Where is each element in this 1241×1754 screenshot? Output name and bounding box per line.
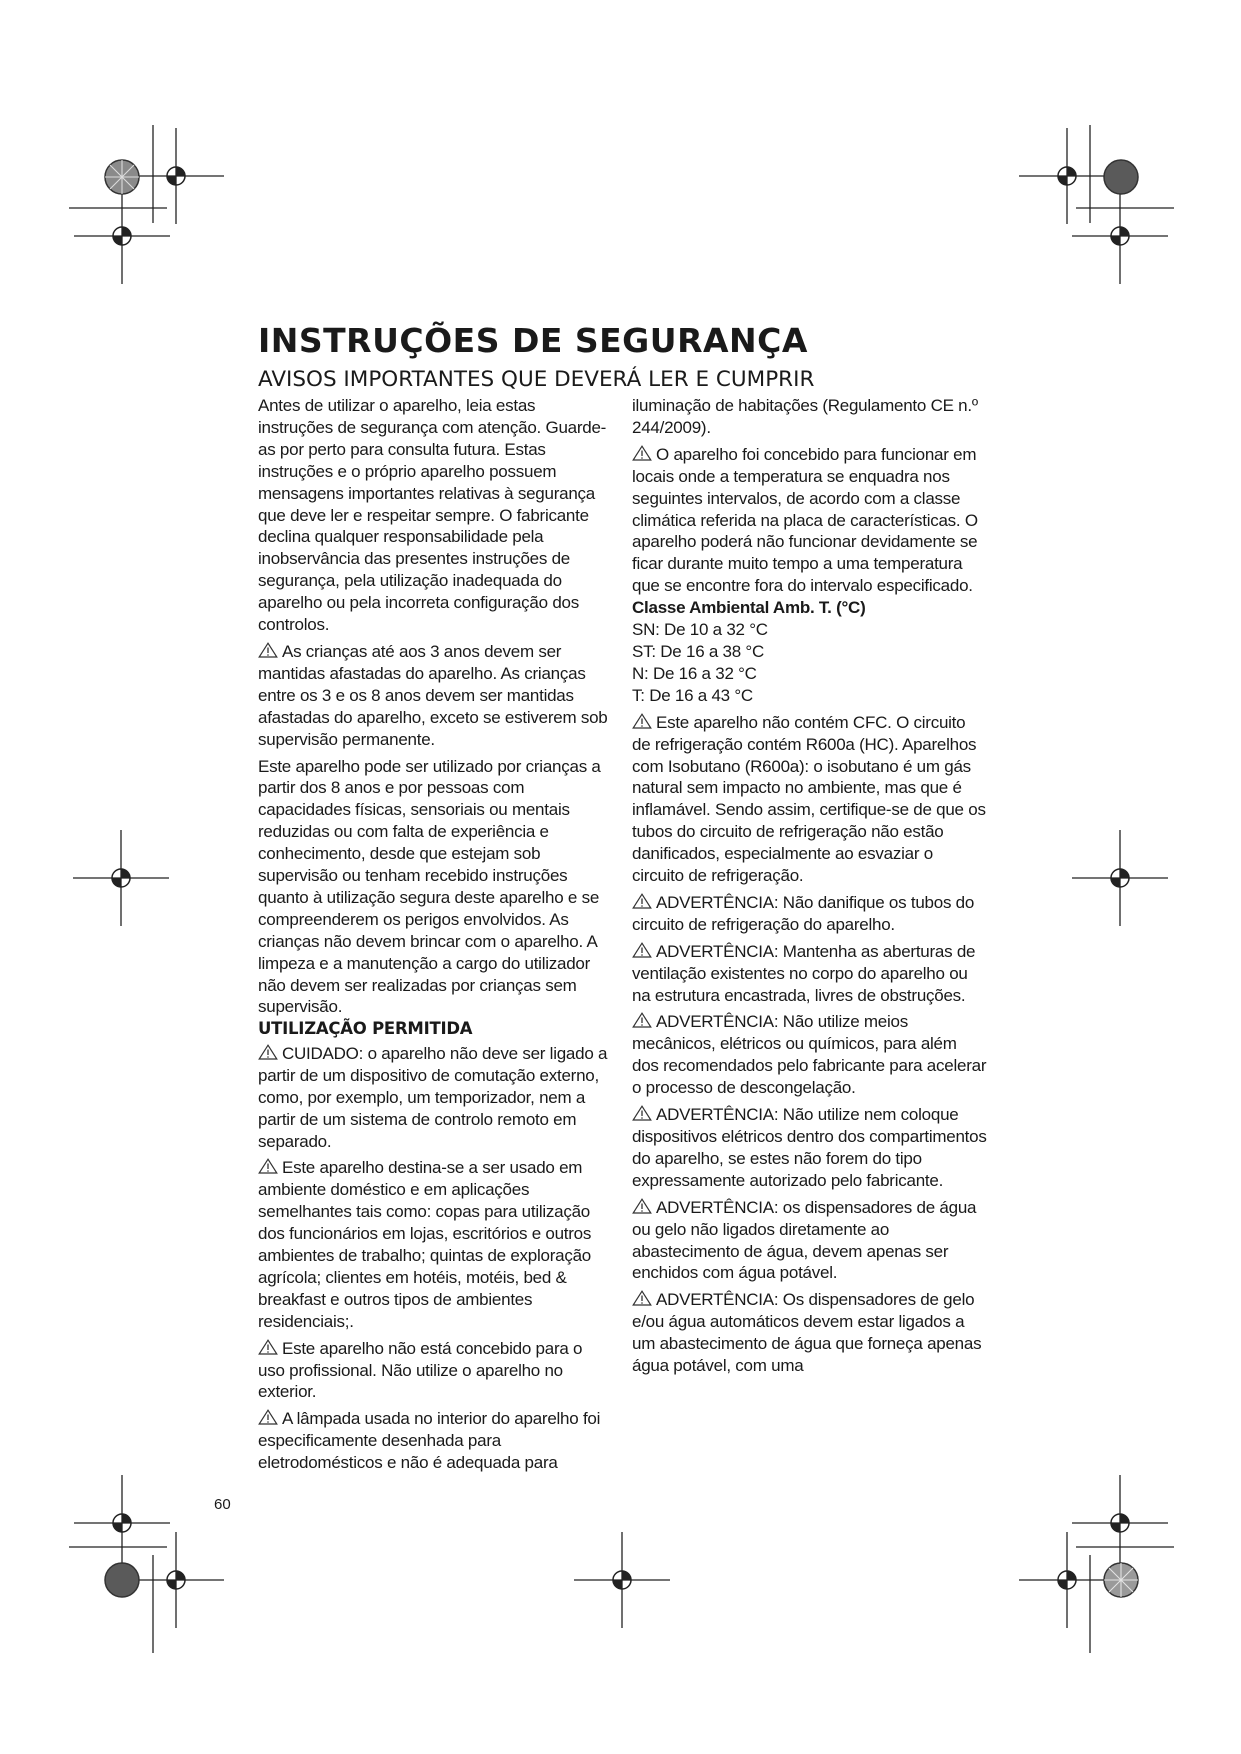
warning-triangle-icon — [632, 445, 652, 461]
page-number: 60 — [214, 1496, 231, 1513]
warning-paragraph — [632, 444, 987, 597]
warning-text: Este aparelho destina-se a ser usado em ambiente doméstico e em aplicações semelhantes tais como: copas para utilização dos funcionários em lojas, escritórios e outros ambientes de trabalho; quintas de exploração agrícola; clientes em hotéis, motéis, bed & breakfast e outros tipos de ambientes residenciais;. — [258, 1158, 592, 1331]
warning-text: CUIDADO: o aparelho não deve ser ligado a partir de um dispositivo de comutação externo, como, por exemplo, um temporizador, nem a partir de um sistema de controlo remoto em separado. — [258, 1043, 608, 1151]
warning-paragraph — [258, 1338, 613, 1404]
intro-paragraph: Antes de utilizar o aparelho, leia estas instruções de segurança com atenção. Guarde-as por perto para consulta futura. Estas instruções e o próprio aparelho possuem mensagens importantes relativas à segurança que deve ler e respeitar sempre. O fabricante declina qualquer responsabilidade pela inobservância das presentes instruções de segurança, pela utilização inadequada do aparelho ou pela incorreta configuração dos controlos. — [258, 396, 607, 635]
warning-text: Este aparelho não está concebido para o uso profissional. Não utilize o aparelho no exterior. — [258, 1338, 583, 1402]
climate-class-item: T: De 16 a 43 °C — [632, 685, 753, 705]
warning-triangle-icon — [258, 1044, 278, 1060]
registration-mark — [74, 188, 170, 284]
warning-text: Este aparelho não contém CFC. O circuito de refrigeração contém R600a (HC). Aparelhos com Isobutano (R600a): o isobutano é um gás natural sem impacto no ambiente, mas que é inflamável. Sendo assim, certifique-se de que os tubos do circuito de refrigeração não estão danificados, especialmente ao esvaziar o circuito de refrigeração. — [632, 712, 986, 886]
section-heading: UTILIZAÇÃO PERMITIDA — [258, 1019, 473, 1039]
registration-mark — [1072, 1475, 1168, 1571]
page-subtitle: AVISOS IMPORTANTES QUE DEVERÁ LER E CUMPRIR — [258, 367, 815, 392]
warning-paragraph — [258, 641, 613, 751]
registration-mark — [128, 128, 224, 224]
climate-class-item: ST: De 16 a 38 °C — [632, 641, 765, 661]
warning-paragraph — [632, 892, 987, 936]
registration-mark — [1072, 830, 1168, 926]
warning-paragraph — [258, 1157, 613, 1332]
warning-text: A lâmpada usada no interior do aparelho foi especificamente desenhada para eletrodomésticos e não é adequada para — [258, 1409, 601, 1473]
body-paragraph: iluminação de habitações (Regulamento CE n.º 244/2009). — [632, 396, 978, 437]
warning-triangle-icon — [632, 1012, 652, 1028]
warning-paragraph — [258, 1408, 613, 1474]
warning-triangle-icon — [632, 893, 652, 909]
color-target — [105, 1563, 139, 1597]
climate-class-item: N: De 16 a 32 °C — [632, 663, 757, 683]
warning-text: O aparelho foi concebido para funcionar em locais onde a temperatura se enquadra nos seguintes intervalos, de acordo com a classe climática referida na placa de características. O aparelho poderá não funcionar devidamente se ficar durante muito tempo a uma temperatura que se encontre fora do intervalo especificado. — [632, 444, 978, 596]
warning-text: ADVERTÊNCIA: Não utilize meios mecânicos, elétricos ou químicos, para além dos recomendados pelo fabricante para acelerar o processo de descongelação. — [632, 1012, 987, 1098]
warning-text: ADVERTÊNCIA: Não danifique os tubos do circuito de refrigeração do aparelho. — [632, 892, 975, 934]
registration-mark — [1019, 128, 1115, 224]
registration-mark — [73, 830, 169, 926]
warning-text: ADVERTÊNCIA: Os dispensadores de gelo e/ou água automáticos devem estar ligados a um abastecimento de água que forneça apenas água potável, com uma — [632, 1290, 982, 1376]
right-column — [632, 395, 987, 1382]
warning-paragraph — [258, 1043, 613, 1153]
warning-triangle-icon — [258, 1409, 278, 1425]
registration-mark — [574, 1532, 670, 1628]
left-column — [258, 395, 613, 1479]
warning-triangle-icon — [632, 713, 652, 729]
warning-triangle-icon — [632, 1290, 652, 1306]
warning-triangle-icon — [258, 1158, 278, 1174]
warning-paragraph — [632, 1289, 987, 1377]
warning-text: ADVERTÊNCIA: Não utilize nem coloque dispositivos elétricos dentro dos compartimentos do aparelho, se estes não forem do tipo expressamente autorizado pelo fabricante. — [632, 1105, 987, 1190]
warning-text: As crianças até aos 3 anos devem ser mantidas afastadas do aparelho. As crianças entre os 3 e os 8 anos devem ser mantidas afastadas do aparelho, exceto se estiverem sob supervisão permanente. — [258, 641, 608, 749]
warning-triangle-icon — [258, 642, 278, 658]
warning-triangle-icon — [632, 1105, 652, 1121]
climate-class-item: SN: De 10 a 32 °C — [632, 620, 768, 640]
warning-paragraph — [632, 1197, 987, 1285]
warning-text: ADVERTÊNCIA: os dispensadores de água ou gelo não ligados diretamente ao abastecimento de água, devem apenas ser enchidos com água potável. — [632, 1197, 977, 1283]
registration-mark — [74, 1475, 170, 1571]
warning-text: ADVERTÊNCIA: Mantenha as aberturas de ventilação existentes no corpo do aparelho ou na estrutura encastrada, livres de obstruções. — [632, 941, 976, 1005]
warning-paragraph — [632, 712, 987, 887]
page-title: INSTRUÇÕES DE SEGURANÇA — [258, 321, 808, 360]
warning-paragraph — [632, 941, 987, 1007]
warning-triangle-icon — [258, 1339, 278, 1355]
climate-class-heading: Classe Ambiental Amb. T. (°C) — [632, 598, 866, 618]
warning-paragraph — [632, 1104, 987, 1192]
warning-triangle-icon — [632, 1198, 652, 1214]
body-paragraph: Este aparelho pode ser utilizado por crianças a partir dos 8 anos e por pessoas com capacidades físicas, sensoriais ou mentais reduzidas ou com falta de experiência e conhecimento, desde que estejam sob supervisão ou tenham recebido instruções quanto à utilização segura deste aparelho e se compreenderem os perigos envolvidos. As crianças não devem brincar com o aparelho. A limpeza e a manutenção a cargo do utilizador não devem ser realizadas por crianças sem supervisão. — [258, 756, 601, 1017]
climate-class-list — [632, 619, 987, 707]
color-target — [1104, 160, 1138, 194]
warning-triangle-icon — [632, 942, 652, 958]
registration-mark — [1072, 188, 1168, 284]
warning-paragraph — [632, 1011, 987, 1099]
